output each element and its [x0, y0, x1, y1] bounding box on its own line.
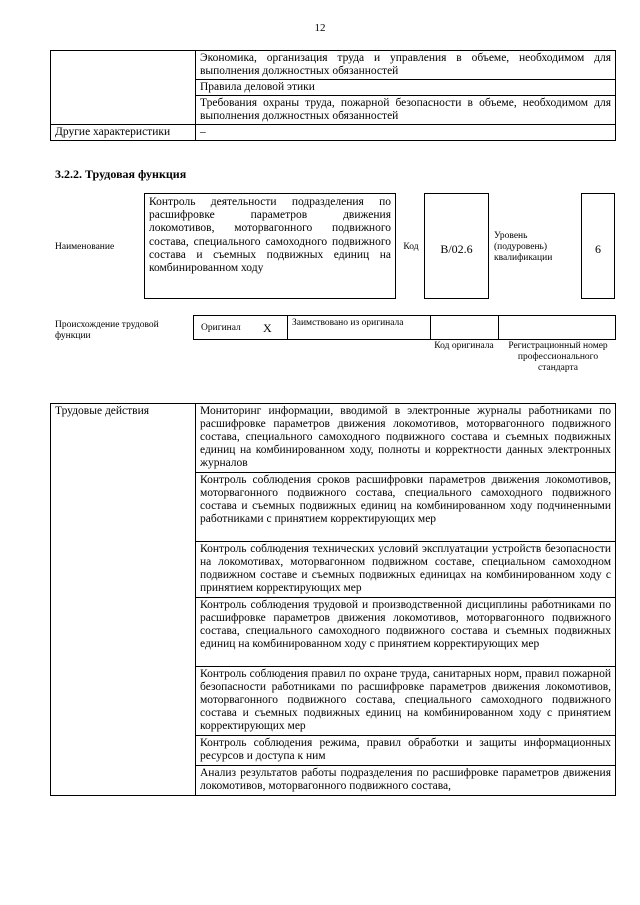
action-item: Контроль соблюдения правил по охране труда, санитарных норм, правил пожарной безопасности работниками по расшифровке параметров движения локомотивов, моторвагонного подвижного состава, специального самоходного подвижного состава и съемных подвижных единиц на комбинированном ходу с принятием корректирующих мер	[196, 667, 616, 736]
table-cell: Экономика, организация труда и управления в объеме, необходимом для выполнения должностных обязанностей	[196, 51, 616, 80]
table-cell: Правила деловой этики	[196, 80, 616, 96]
level-label: Уровень (подуровень) квалификации	[494, 231, 553, 263]
code-box	[424, 193, 489, 299]
function-name: Контроль деятельности подразделения по расшифровке параметров движения локомотивов, моторвагонного подвижного состава, специального самоходного подвижного состава и съемных подвижных единиц на комбинированном ходу	[144, 193, 396, 299]
origin-row	[193, 315, 616, 340]
action-item: Мониторинг информации, вводимой в электронные журналы работниками по расшифровке параметров движения локомотивов, моторвагонного подвижного состава, специального самоходного подвижного состава и съемных подвижных единиц на комбинированном ходу, полноты и корректности данных электронных журналов	[196, 404, 616, 473]
table-row	[51, 96, 616, 125]
knowledge-table	[50, 50, 616, 141]
origin-label: Происхождение трудовой функции	[55, 320, 159, 341]
original-mark: X	[263, 321, 272, 335]
action-item: Контроль соблюдения сроков расшифровки параметров движения локомотивов, моторвагонного подвижного состава, специального самоходного подвижного состава и съемных подвижных единиц на комбинированном ходу подчиненными работниками с принятием корректирующих мер	[196, 473, 616, 542]
action-item: Анализ результатов работы подразделения по расшифровке параметров движения локомотивов, моторвагонного подвижного состава,	[196, 766, 616, 796]
table-cell	[51, 51, 196, 80]
code-value: B/02.6	[440, 242, 473, 256]
labor-actions-table	[50, 403, 616, 796]
page-number: 12	[314, 22, 326, 34]
table-row	[51, 404, 616, 473]
action-item: Контроль соблюдения режима, правил обработки и защиты информационных ресурсов и доступа к ним	[196, 736, 616, 766]
name-label: Наименование	[55, 242, 115, 252]
level-value: 6	[595, 242, 601, 256]
table-row	[51, 51, 616, 80]
table-cell: Другие характеристики	[51, 125, 196, 141]
table-cell: Требования охраны труда, пожарной безопасности в объеме, необходимом для выполнения должностных обязанностей	[196, 96, 616, 125]
reg-number-caption: Регистрационный номер профессионального стандарта	[508, 341, 608, 373]
action-item: Контроль соблюдения технических условий эксплуатации устройств безопасности на локомотивах, моторвагонном подвижном составе, специальном самоходном подвижном составе и съемных подвижных единицах на комбинированном ходу с принятием корректирующих мер	[196, 542, 616, 598]
code-label: Код	[403, 242, 419, 252]
divider	[430, 316, 431, 339]
divider	[287, 316, 288, 339]
table-cell	[51, 80, 196, 96]
action-item: Контроль соблюдения трудовой и производственной дисциплины работниками по расшифровке параметров движения локомотивов, моторвагонного подвижного состава, специального самоходного подвижного состава и съемных подвижных единиц на комбинированном ходу с принятием корректирующих мер	[196, 598, 616, 667]
divider	[498, 316, 499, 339]
table-row	[51, 80, 616, 96]
section-title: 3.2.2. Трудовая функция	[55, 167, 187, 181]
actions-header: Трудовые действия	[51, 404, 196, 796]
table-cell: –	[196, 125, 616, 141]
table-row	[51, 125, 616, 141]
code-origin-caption: Код оригинала	[434, 341, 494, 351]
level-box	[581, 193, 615, 299]
table-cell	[51, 96, 196, 125]
borrowed-label: Заимствовано из оригинала	[292, 318, 404, 328]
original-label: Оригинал	[201, 323, 241, 333]
